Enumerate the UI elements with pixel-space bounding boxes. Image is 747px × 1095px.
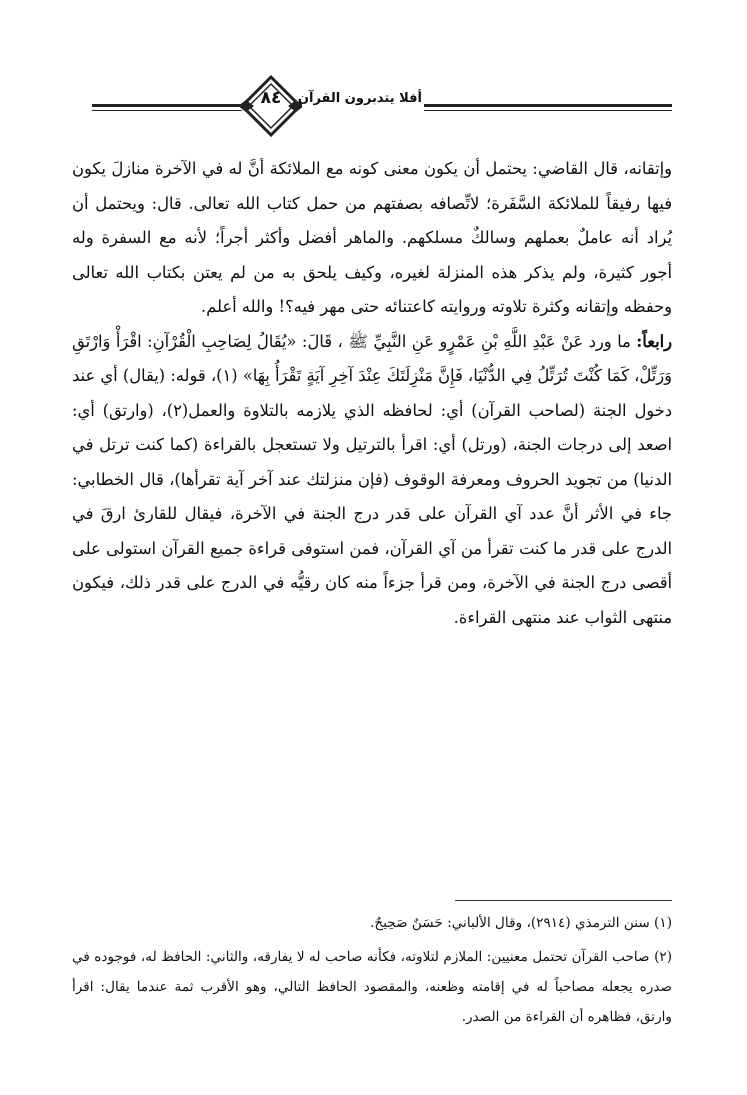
paragraph-2-text: ما ورد عَنْ عَبْدِ اللَّهِ بْنِ عَمْرٍو عَنِ النَّبِيِّ ﷺ ، قَالَ: «يُقَالُ لِصَاحِبِ الْقُرْآنِ: اقْرَأْ وَارْتَقِ وَرَتِّلْ، كَمَا كُنْتَ تُرَتِّلُ فِي الدُّنْيَا، فَإِنَّ مَنْزِلَتَكَ عِنْدَ آخِرِ آيَةٍ تَقْرَأُ بِهَا» (١)، قوله: (يقال) أي عند دخول الجنة (لصاحب القرآن) أي: لحافظه الذي يلازمه بالتلاوة والعمل(٢)، (وارتق) أي: اصعد إلى درجات الجنة، (ورتل) أي: اقرأ بالترتيل ولا تستعجل بالقراءة (كما كنت ترتل في الدنيا) من تجويد الحروف ومعرفة الوقوف (فإن منزلتك عند آخر آية تقرأها)، قال الخطابي: جاء في الأثر أنَّ عدد آي القرآن على قدر درج الجنة في الآخرة، فيقال للقارئ ارقَ في الدرج على قدر ما كنت تقرأ من آي القرآن، فمن استوفى قراءة جميع القرآن استولى على أقصى درج الجنة في الآخرة، ومن قرأ جزءاً منه كان رقيُّه في الدرج على قدر ذلك، فيكون منتهى الثواب عند منتهى القراءة.: [72, 331, 673, 627]
footnote-separator: [455, 900, 672, 901]
page-header: [92, 85, 670, 129]
header-rule-right-thin: [424, 110, 672, 111]
header-rule-left-thin: [92, 110, 242, 111]
page-number: ٨٤: [260, 88, 282, 108]
main-text: [72, 152, 672, 635]
running-title: أفلا يتدبرون القرآن: [297, 91, 422, 106]
paragraph-2: [72, 325, 672, 636]
header-rule-right: [424, 104, 672, 107]
footnotes: [72, 908, 672, 1032]
footnote-2: (٢) صاحب القرآن تحتمل معنيين: الملازم لتلاوته، فكأنه صاحب له لا يفارقه، والثاني: الحافظ له، فوجوده في صدره يجعله مصاحباً له في إقامته وظعنه، والمقصود الحافظ التالي، وهو الأقرب ثمة عندما يقال: اقرأ وارتق، فظاهره أن القراءة من الصدر.: [72, 949, 672, 1025]
paragraph-1: وإتقانه، قال القاضي: يحتمل أن يكون معنى كونه مع الملائكة أنَّ له في الآخرة منازلَ يكون فيها رفيقاً للملائكة السَّفَرة؛ لاتِّصافه بصفتهم من حمل كتاب الله تعالى. قال: ويحتمل أن يُراد أنه عاملٌ بعملهم وسالكٌ مسلكهم. والماهر أفضل وأكثر أجراً؛ لأنه مع السفرة وله أجور كثيرة، ولم يذكر هذه المنزلة لغيره، وكيف يلحق به من لم يعتن بكتاب الله تعالى وحفظه وإتقانه وكثرة تلاوته وروايته كاعتنائه حتى مهر فيه؟! والله أعلم.: [72, 159, 672, 316]
footnote-1: (١) سنن الترمذي (٢٩١٤)، وقال الألباني: حَسَنٌ صَحِيحٌ.: [370, 915, 672, 931]
header-rule-left: [92, 104, 242, 107]
paragraph-2-lead: رابعاً:: [636, 331, 672, 351]
